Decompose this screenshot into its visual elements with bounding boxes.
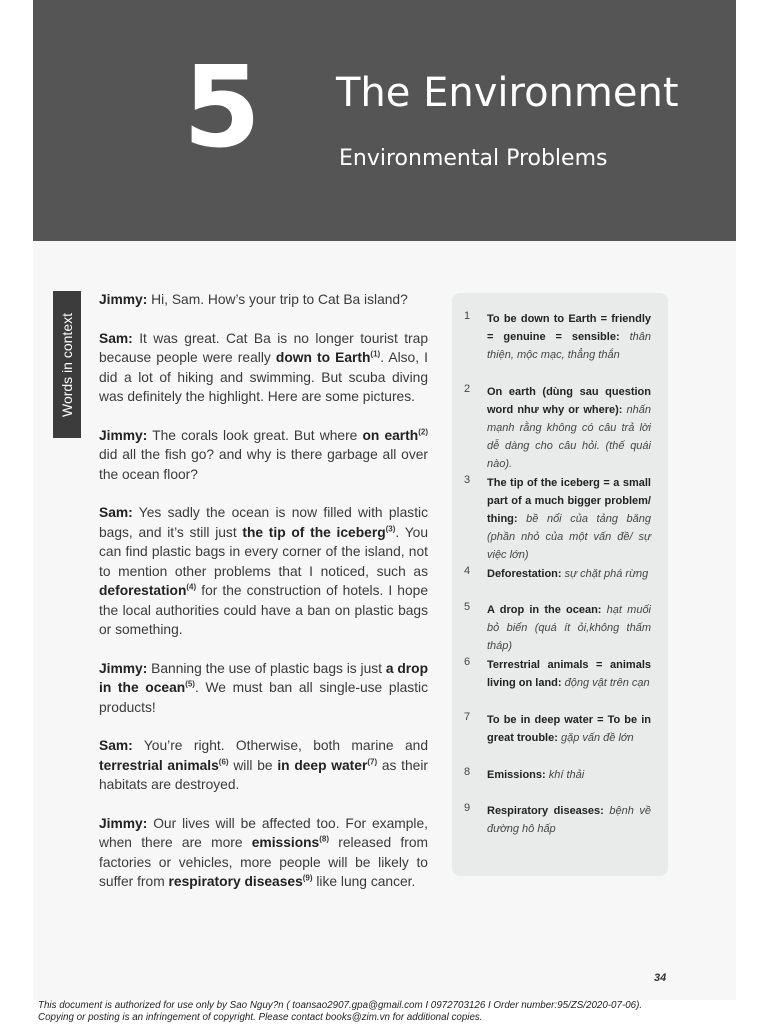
dialogue-passage: [99, 290, 428, 911]
vocab-meaning: sự chặt phá rừng: [561, 568, 649, 580]
side-tab-label: Words in context: [59, 312, 75, 417]
vocab-definition: [487, 310, 651, 364]
vocab-term-highlight: terrestrial animals: [99, 757, 219, 773]
vocab-definition: [487, 565, 651, 583]
vocab-definition: [487, 711, 651, 747]
vocab-number: 2: [464, 383, 471, 395]
vocab-number: 6: [464, 656, 471, 668]
speaker-name: Sam:: [99, 738, 133, 753]
dialogue-paragraph: Sam: It was great. Cat Ba is no longer tourist trap because people were really down to Earth$^{(1)}$. Also, I did a lot of hiking and swimming. But scuba diving was definitely the highlight. Here are some pictures.: [99, 330, 428, 404]
speaker-name: Jimmy:: [99, 815, 148, 831]
dialogue-paragraph: Sam: You’re right. Otherwise, both marine and terrestrial animals$^{(6)}$ will be in deep water$^{(7)}$ as their habitats are destroyed.: [99, 738, 429, 792]
chapter-title: The Environment: [336, 70, 679, 116]
dialogue-paragraph: Jimmy: The corals look great. But where on earth$^{(2)}$ did all the fish go? and why is there garbage all over the ocean floor?: [99, 426, 428, 482]
vocab-number: 1: [464, 310, 471, 322]
dialogue-paragraph: Jimmy: Hi, Sam. How’s your trip to Cat Ba island?: [99, 292, 408, 307]
speaker-name: Jimmy:: [99, 292, 148, 307]
dialogue-paragraph: Jimmy: Banning the use of plastic bags is just a drop in the ocean$^{(5)}$. We must ban all single-use plastic products!: [99, 660, 429, 715]
speaker-name: Sam:: [99, 330, 133, 346]
vocab-term-highlight: emissions: [251, 835, 320, 850]
speaker-name: Sam:: [99, 505, 133, 520]
vocab-meaning: thân thiện, mộc mạc, thẳng thắn: [487, 331, 652, 361]
vocab-definition: [487, 383, 651, 473]
vocab-number: 7: [464, 711, 471, 723]
vocab-definition: [487, 601, 651, 655]
vocab-definition: [487, 766, 651, 784]
speaker-name: Jimmy:: [99, 660, 148, 676]
vocab-number: 9: [464, 802, 471, 814]
vocabulary-box: [452, 293, 668, 876]
page-number: 34: [654, 972, 667, 984]
footnote-marker: (7): [367, 756, 378, 766]
words-in-context-tab: [53, 291, 81, 438]
vocab-term: A drop in the ocean:: [487, 604, 602, 616]
vocab-term-highlight: deforestation: [99, 583, 187, 598]
vocab-term-highlight: a drop in the ocean: [99, 660, 429, 695]
footnote-marker: (9): [302, 873, 313, 883]
dialogue-paragraph: Jimmy: Our lives will be affected too. For example, when there are more emissions$^{(8)}$ released from factories or vehicles, more people will be likely to suffer from respiratory diseases$^{(9)}$ like lung cancer.: [99, 815, 429, 889]
vocab-number: 3: [464, 474, 471, 486]
copyright-notice: [38, 1000, 738, 1024]
dialogue-paragraph: Sam: Yes sadly the ocean is now filled with plastic bags, and it’s still just the tip of the iceberg$^{(3)}$. You can find plastic bags in every corner of the island, not to mention other problems that I noticed, such as deforestation$^{(4)}$ for the construction of hotels. I hope the local authorities could have a ban on plastic bags or something.: [99, 505, 428, 637]
vocab-meaning: khí thải: [545, 769, 585, 781]
footnote-marker: (8): [319, 834, 330, 844]
vocab-meaning: nhấn mạnh rằng không có câu trả lời dễ dàng cho câu hỏi. (thế quái nào).: [487, 404, 651, 470]
vocab-term-highlight: in deep water: [277, 757, 368, 773]
chapter-number: 5: [183, 43, 259, 173]
vocab-term: To be in deep water = To be in great trouble:: [487, 714, 651, 744]
speaker-name: Jimmy:: [99, 427, 148, 443]
vocab-number: 5: [464, 601, 471, 613]
vocab-term: The tip of the iceberg = a small part of a much bigger problem/ thing:: [487, 477, 651, 525]
vocab-number: 8: [464, 766, 471, 778]
vocab-number: 4: [464, 565, 471, 577]
footnote-marker: (1): [370, 349, 381, 359]
vocab-definition: [487, 656, 651, 692]
chapter-subtitle: Environmental Problems: [339, 146, 608, 171]
vocab-meaning: bệnh về đường hô hấp: [487, 805, 651, 835]
vocab-term: Emissions:: [487, 769, 546, 781]
footnote-marker: (4): [186, 582, 197, 592]
vocab-term: To be down to Earth = friendly = genuine = sensible:: [487, 313, 651, 343]
vocab-definition: [487, 802, 651, 838]
vocab-term-highlight: the tip of the iceberg: [242, 524, 386, 540]
chapter-header: [33, 0, 736, 241]
vocab-definition: [487, 474, 651, 564]
footnote-marker: (5): [185, 679, 195, 689]
vocab-meaning: bề nổi của tảng băng (phần nhỏ của một vấn đề/ sự việc lớn): [487, 513, 651, 561]
copyright-line: This document is authorized for use only by Sao Nguy?n ( toansao2907.gpa@gmail.com I 0972703126 I Order number:95/ZS/2020-07-06).: [38, 1000, 643, 1011]
footnote-marker: (3): [385, 523, 396, 533]
vocab-term-highlight: on earth: [362, 427, 419, 443]
copyright-line: Copying or posting is an infringement of copyright. Please contact books@zim.vn for additional copies.: [38, 1012, 483, 1023]
vocab-meaning: động vật trên cạn: [561, 677, 650, 689]
vocab-term: Respiratory diseases:: [487, 805, 604, 817]
vocab-term-highlight: respiratory diseases: [168, 874, 303, 889]
vocab-term: Deforestation:: [487, 568, 562, 580]
vocab-term-highlight: down to Earth: [275, 350, 371, 365]
vocab-meaning: hạt muối bỏ biển (quá ít ỏi,không thấm tháp): [487, 604, 652, 652]
footnote-marker: (6): [218, 756, 229, 766]
footnote-marker: (2): [418, 426, 428, 436]
vocab-term: Terrestrial animals = animals living on land:: [487, 659, 651, 689]
vocab-meaning: gặp vấn đề lớn: [557, 732, 634, 744]
vocab-term: On earth (dùng sau question word như why or where):: [487, 386, 651, 416]
